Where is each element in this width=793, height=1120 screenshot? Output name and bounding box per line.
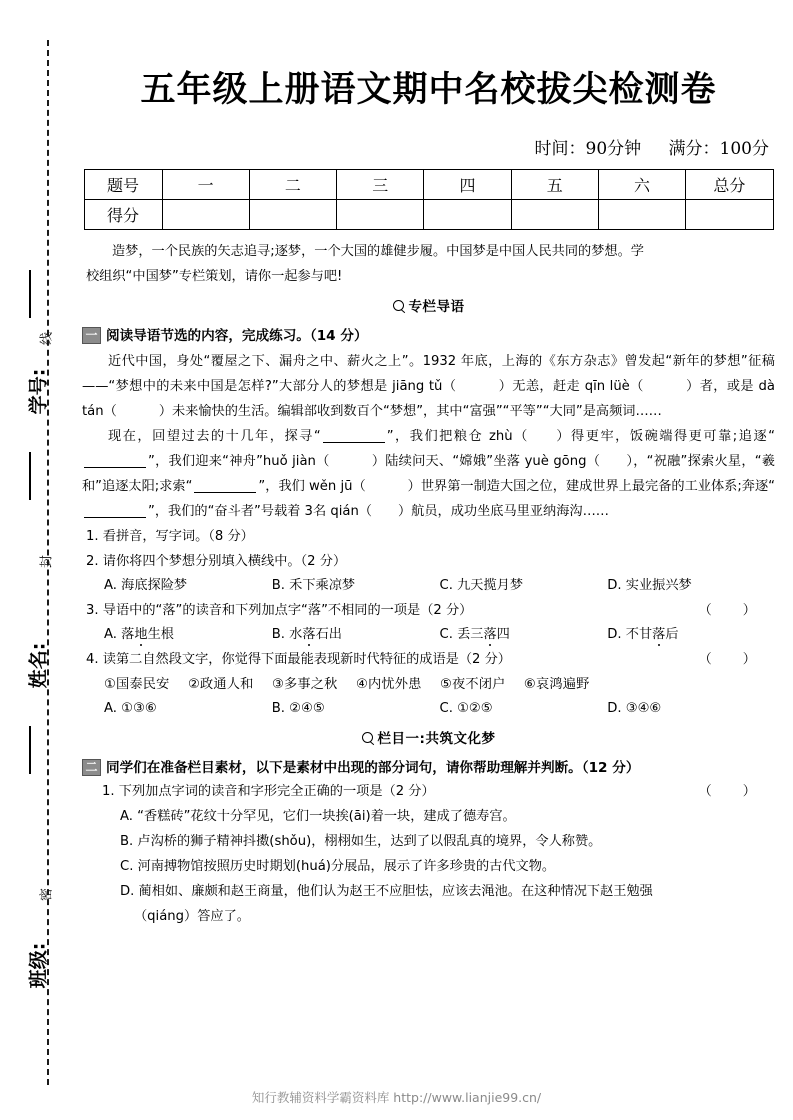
option-c[interactable]: C. ①②⑤ [439, 701, 493, 716]
question-2-1-option-d-cont: （qiáng）答应了。 [134, 909, 250, 924]
score-cell-1[interactable] [162, 200, 249, 230]
dotted-char: 落 [483, 627, 497, 642]
column-guide-header-label: 专栏导语 [408, 299, 465, 315]
passage-p1-d: 恙，赶走 qīn lüè（ [525, 379, 644, 394]
passage-p2-d: 靠;追逐“ [718, 429, 775, 444]
dotted-char: 落 [302, 627, 316, 642]
seal-rule-1 [29, 270, 31, 318]
idiom-1: ①国泰民安 [104, 677, 170, 692]
question-1-4-options [82, 697, 775, 721]
question-2-1-stem: 1. 下列加点字词的读音和字形完全正确的一项是（2 分） [102, 784, 435, 799]
question-1-2: 2. 请你将四个梦想分别填入横线中。（2 分） [86, 554, 347, 569]
question-2-1-option-b[interactable]: B. 卢沟桥的狮子精神抖擞(shǒu)，栩栩如生，达到了以假乱真的境界，令人称赞。 [120, 834, 602, 849]
question-1-4-stem: 4. 读第二自然段文字，你觉得下面最能表现新时代特征的成语是（2 分） [86, 652, 511, 667]
option-c[interactable]: C. 九天揽月梦 [439, 578, 524, 593]
passage-p1-c: ）无 [498, 379, 526, 394]
column-guide-header [82, 295, 775, 315]
option-a[interactable]: A. 海底探险梦 [104, 578, 188, 593]
passage-p2-a: 现在，回望过去的十几年，探寻“ [108, 429, 321, 444]
table-row [84, 170, 773, 200]
section-one-title: 阅读导语节选的内容，完成练习。（14 分） [106, 328, 368, 344]
seal-label-class: 班级: [27, 942, 50, 989]
answer-blank-1[interactable] [323, 442, 385, 443]
answer-bracket[interactable]: （ ） [698, 784, 765, 799]
score-table-row-head-number: 题号 [84, 170, 162, 200]
column-one-header [82, 727, 775, 747]
option-a[interactable]: A. 落地生根 [104, 627, 174, 642]
column-one-header-label: 栏目一:共筑文化梦 [377, 731, 496, 747]
question-1-3 [82, 599, 775, 623]
passage-p1-f: ）未来愉快的生活。编辑部收到数百个“梦 [158, 404, 404, 419]
passage-p2-h: ），“祝融”探索火星，“羲和”追逐太阳;求索“ [82, 454, 775, 494]
question-1-2-options [82, 574, 775, 598]
table-row [84, 200, 773, 230]
score-table-col-1: 一 [162, 170, 249, 200]
intro-line-2: 校组织“中国梦”专栏策划，请你一起参与吧! [86, 269, 343, 284]
passage-p2-g: （ [586, 454, 601, 469]
question-1-3-stem: 3. 导语中的“落”的读音和下列加点字“落”不相同的一项是（2 分） [86, 603, 473, 618]
answer-blank-2[interactable] [84, 467, 146, 468]
question-1-3-options [82, 623, 775, 647]
score-table-col-2: 二 [249, 170, 336, 200]
passage-p1-a: 近代中国，身处“覆屋之下、漏舟之中、薪火之上”。1932 年底，上海的《东方杂志》曾发起 [108, 354, 666, 369]
question-2-1-option-c[interactable]: C. 河南搏物馆按照历史时期划(huá)分展品，展示了许多珍贵的古代文物。 [120, 859, 556, 874]
score-cell-total[interactable] [686, 200, 773, 230]
passage-p2-b: ”，我们把粮仓 zhù（ [386, 429, 529, 444]
answer-blank-4[interactable] [84, 517, 146, 518]
seal-label-name: 姓名: [27, 642, 50, 689]
seal-char-feng: 封 [39, 555, 55, 569]
seal-char-xian: 线 [39, 332, 55, 346]
score-table-col-5: 五 [511, 170, 598, 200]
score-cell-4[interactable] [424, 200, 511, 230]
passage-p2-c: ）得更牢，饭碗端得更可 [554, 429, 719, 444]
exam-meta [82, 134, 769, 159]
score-table-col-3: 三 [337, 170, 424, 200]
score-table-col-6: 六 [598, 170, 685, 200]
option-d[interactable]: D. 实业振兴梦 [607, 578, 692, 593]
magnifier-icon [393, 300, 406, 313]
question-2-1 [82, 780, 775, 804]
question-2-1-option-d[interactable]: D. 蔺相如、廉颇和赵王商量，他们认为赵王不应胆怯，应该去渑池。在这种情况下赵王勉强 [120, 884, 653, 899]
option-b[interactable]: B. 禾下乘凉梦 [271, 578, 356, 593]
score-cell-3[interactable] [337, 200, 424, 230]
option-c[interactable]: C. 丢三落四 [439, 627, 510, 642]
passage-p2-e: ”，我们迎来“神舟”huǒ jiàn（ [148, 454, 330, 469]
passage-p2-j: ）世界第 [407, 479, 461, 494]
intro-block [82, 239, 775, 289]
question-1-4-idiom-list [82, 672, 775, 697]
passage-p2-i: ”，我们 wěn jū（ [258, 479, 366, 494]
exam-fullscore-label: 满分：100分 [668, 139, 769, 159]
idiom-4: ④内忧外患 [355, 677, 422, 692]
question-1-1: 1. 看拼音，写字词。（8 分） [86, 529, 254, 544]
answer-blank-3[interactable] [194, 492, 256, 493]
idiom-6: ⑥哀鸿遍野 [523, 677, 590, 692]
section-two-title: 同学们在准备栏目素材，以下是素材中出现的部分词句，请你帮助理解并判断。（12 分） [106, 760, 640, 776]
score-cell-5[interactable] [511, 200, 598, 230]
seal-char-mi: 密 [39, 888, 55, 902]
passage-p2-k: 一制造大国之位，建成世界上最完备的工业体系;奔逐“ [460, 479, 776, 494]
section-two-heading [82, 757, 775, 779]
score-table [84, 169, 774, 230]
exam-time-label: 时间：90分钟 [534, 139, 642, 159]
passage-p1 [82, 349, 775, 424]
answer-bracket[interactable]: （ ） [698, 603, 765, 618]
answer-bracket[interactable]: （ ） [698, 652, 765, 667]
option-b[interactable]: B. ②④⑤ [271, 701, 325, 716]
dotted-char: 落 [652, 627, 666, 642]
passage-p2-f: ）陆续问天、“嫦娥”坐落 yuè gōng [371, 454, 587, 469]
score-table-col-total: 总分 [686, 170, 773, 200]
passage-p1-e: ）者，或是 dà tán（ [82, 379, 775, 419]
option-b[interactable]: B. 水落石出 [271, 627, 342, 642]
score-table-row-head-score: 得分 [84, 200, 162, 230]
passage-p1-b: “新年的梦想”征稿——“梦想中的未来中国是怎样?”大部分人的梦想是 jiāng tǔ（ [82, 354, 775, 394]
question-1-4 [82, 648, 775, 672]
option-d[interactable]: D. ③④⑥ [607, 701, 662, 716]
seal-rule-3 [29, 726, 31, 774]
seal-rule-2 [29, 452, 31, 500]
magnifier-icon [362, 732, 375, 745]
idiom-3: ③多事之秋 [271, 677, 338, 692]
exam-page [72, 0, 793, 1120]
idiom-5: ⑤夜不闭户 [439, 677, 506, 692]
passage-p2-m: 名 qián（ [312, 504, 372, 519]
seal-margin [0, 0, 72, 1120]
passage-p1-g: 想”，其中“富强”“平等”“大同”是高频词…… [403, 404, 662, 419]
dotted-char: 地 [134, 627, 148, 642]
page-title: 五年级上册语文期中名校拔尖检测卷 [140, 69, 717, 110]
seal-label-student-id: 学号: [27, 368, 50, 415]
passage-p2-l: ”，我们的“奋斗者”号载着 3 [148, 504, 313, 519]
intro-line-1: 造梦，一个民族的矢志追寻;逐梦，一个大国的雄健步履。中国梦是中国人民共同的梦想。学 [112, 244, 644, 259]
section-one-number: 一 [82, 327, 101, 344]
option-a[interactable]: A. ①③⑥ [104, 701, 157, 716]
option-d[interactable]: D. 不甘落后 [607, 627, 679, 642]
section-two-number: 二 [82, 759, 101, 776]
score-table-col-4: 四 [424, 170, 511, 200]
passage-p2 [82, 424, 775, 524]
idiom-2: ②政通人和 [187, 677, 254, 692]
passage-p2-n: ）航员，成功坐底马里亚纳海沟…… [398, 504, 609, 519]
score-cell-6[interactable] [598, 200, 685, 230]
footer-watermark: 知行教辅资料学霸资料库 http://www.lianjie99.cn/ [251, 1090, 542, 1105]
section-one-heading [82, 325, 775, 347]
question-2-1-option-a[interactable]: A. “香糕砖”花纹十分罕见，它们一块挨(āi)着一块，建成了德寿宫。 [120, 809, 516, 824]
score-cell-2[interactable] [249, 200, 336, 230]
